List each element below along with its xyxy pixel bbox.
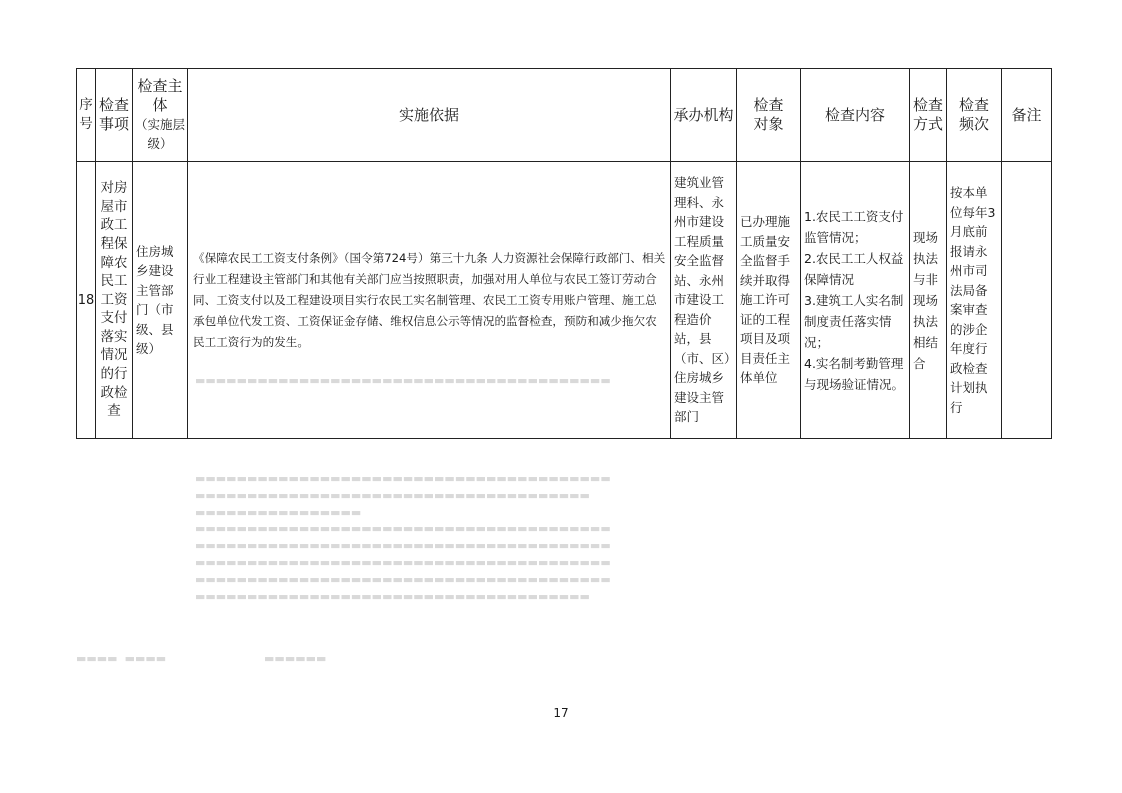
header-method: 检查方式: [910, 69, 947, 162]
table-row: [77, 162, 1052, 439]
row-method: 现场执法与非现场执法相结合: [910, 162, 947, 439]
row-remark: [1002, 162, 1052, 439]
table-header-row: [77, 69, 1052, 162]
header-subject-level: （实施层级）: [134, 117, 185, 151]
content-item: 4.实名制考勤管理与现场验证情况。: [804, 355, 905, 392]
row-item: 对房屋市政工程保障农民工工资支付落实情况的行政检查: [96, 162, 133, 439]
row-subject: 住房城乡建设主管部门（市级、县级）: [133, 162, 188, 439]
bleed-through-texture: ▬▬▬▬▬▬▬▬▬▬▬▬▬▬▬▬▬▬▬▬▬▬▬▬▬▬▬▬▬▬▬▬▬▬▬▬▬▬▬▬ ▬▬▬▬▬▬▬▬▬▬▬▬▬▬▬▬▬▬▬▬▬▬▬▬▬▬▬▬▬▬▬▬▬▬▬▬▬▬▬▬ ▬▬▬▬▬▬▬▬▬▬▬▬▬▬▬▬▬▬▬▬▬▬▬▬▬▬▬▬▬▬▬▬▬▬▬▬▬▬▬▬ ▬▬▬▬▬▬▬▬▬▬▬▬▬▬▬▬▬▬▬▬▬▬▬▬▬▬▬▬▬▬▬▬▬▬▬▬▬▬▬▬ ▬▬▬▬▬▬▬▬▬▬▬▬▬▬▬▬▬▬▬▬▬▬▬▬▬▬▬▬▬▬▬▬▬▬▬▬▬▬: [195, 522, 611, 603]
row-basis: 《保障农民工工资支付条例》（国令第724号）第三十九条 人力资源社会保障行政部门、相关行业工程建设主管部门和其他有关部门应当按照职责，加强对用人单位与农民工签订劳动合同、工资支付以及工程建设项目实行农民工实名制管理、农民工工资专用账户管理、施工总承包单位代发工资、工资保证金存储、维权信息公示等情况的监督检查，预防和减少拖欠农民工工资行为的发生。: [188, 162, 671, 439]
bleed-through-texture: ▬▬▬▬▬▬▬▬▬▬▬▬▬▬▬▬▬▬▬▬▬▬▬▬▬▬▬▬▬▬▬▬▬▬▬▬▬▬▬▬: [195, 374, 611, 387]
header-frequency: 检查频次: [947, 69, 1002, 162]
header-seq: 序号: [77, 69, 96, 162]
header-basis: 实施依据: [188, 69, 671, 162]
row-seq: 18: [77, 162, 96, 439]
bleed-through-texture: ▬▬▬▬▬▬▬▬▬▬▬▬▬▬▬▬▬▬▬▬▬▬▬▬▬▬▬▬▬▬▬▬▬▬▬▬▬▬▬▬ ▬▬▬▬▬▬▬▬▬▬▬▬▬▬▬▬▬▬▬▬▬▬▬▬▬▬▬▬▬▬▬▬▬▬▬▬▬▬ ▬▬▬▬▬▬▬▬▬▬▬▬▬▬▬▬: [195, 472, 611, 519]
page-number: 17: [553, 706, 569, 720]
header-remark: 备注: [1002, 69, 1052, 162]
header-agency: 承办机构: [671, 69, 737, 162]
content-item: 1.农民工工资支付监管情况；: [804, 208, 904, 245]
row-agency: 建筑业管理科、永州市建设工程质量安全监督站、永州市建设工程造价站，县（市、区）住房城乡建设主管部门: [671, 162, 737, 439]
header-subject-title: 检查主体: [137, 77, 183, 114]
content-item: 2.农民工工人权益保障情况: [804, 250, 904, 287]
header-item: 检查事项: [96, 69, 133, 162]
bleed-through-texture: ▬▬▬▬ ▬▬▬▬ ▬▬▬▬▬▬: [76, 652, 327, 665]
content-item: 3.建筑工人实名制制度责任落实情况；: [804, 292, 904, 350]
inspection-table: [76, 68, 1052, 439]
header-target: 检查对象: [737, 69, 801, 162]
row-target: 已办理施工质量安全监督手续并取得施工许可证的工程项目及项目责任主体单位: [737, 162, 801, 439]
header-content: 检查内容: [801, 69, 910, 162]
row-content: [801, 162, 910, 439]
header-subject: [133, 69, 188, 162]
row-frequency: 按本单位每年3月底前报请永州市司法局备案审查的涉企年度行政检查计划执行: [947, 162, 1002, 439]
